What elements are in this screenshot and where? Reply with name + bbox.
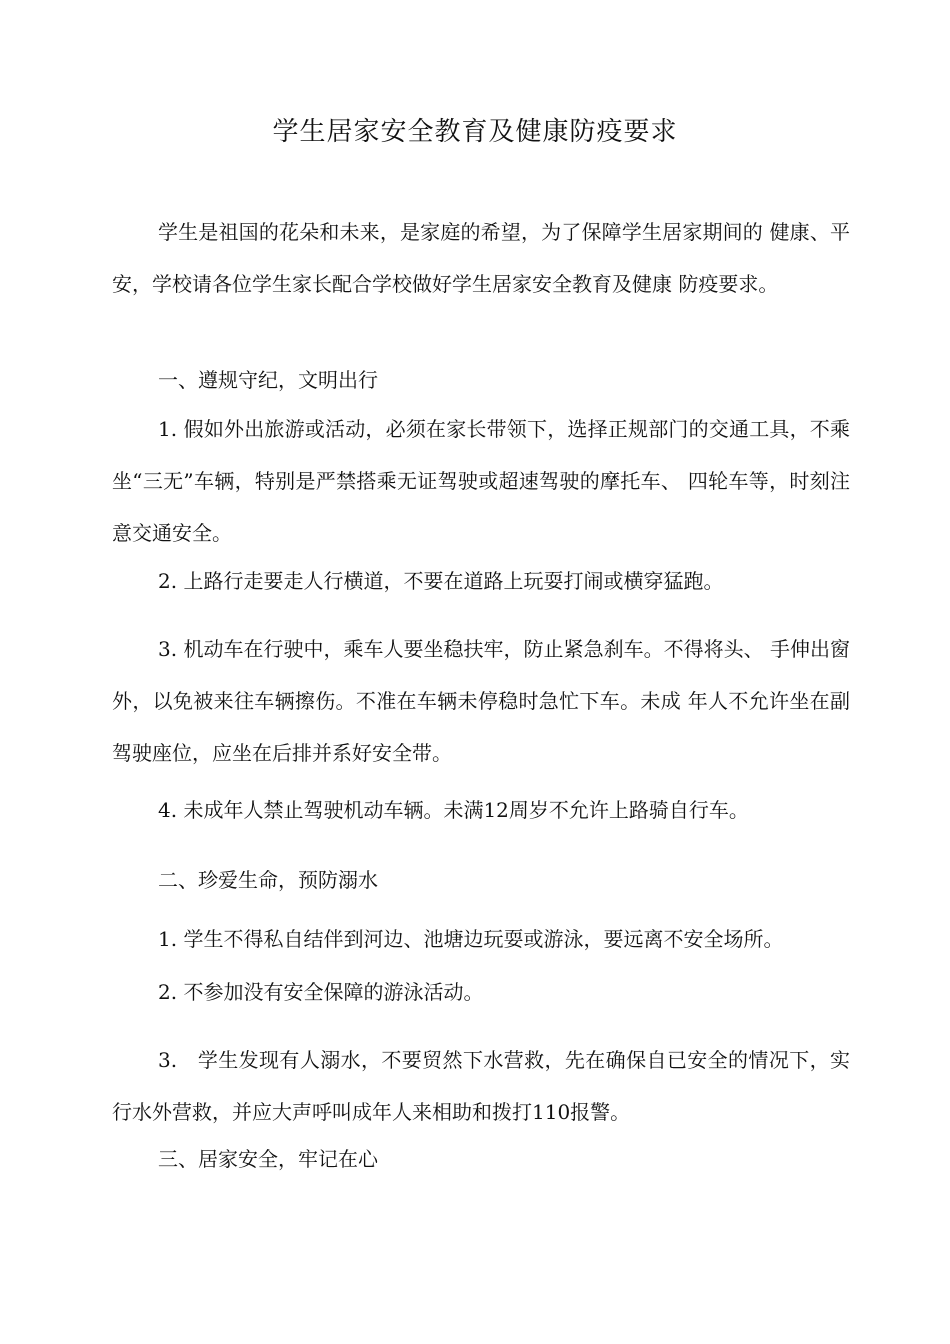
section-1-item-1: 1. 假如外出旅游或活动，必须在家长带领下，选择正规部门的交通工具，不乘坐“三无”车辆，特别是严禁搭乘无证驾驶或超速驾驶的摩托车、 四轮车等，时刻注意交通安全。: [112, 417, 850, 545]
section-1-item-3: 3. 机动车在行驶中，乘车人要坐稳扶牢，防止紧急刹车。不得将头、 手伸出窗外，以免被来往车辆擦伤。不准在车辆未停稳时急忙下车。未成 年人不允许坐在副驾驶座位，应坐在后排并系好安全带。: [112, 637, 850, 765]
intro-paragraph: 学生是祖国的花朵和未来，是家庭的希望，为了保障学生居家期间的 健康、平安，学校请各位学生家长配合学校做好学生居家安全教育及健康 防疫要求。: [112, 220, 850, 296]
section-heading-2: 二、珍爱生命，预防溺水: [158, 868, 378, 892]
section-2-item-1: 1. 学生不得私自结伴到河边、池塘边玩耍或游泳，要远离不安全场所。: [158, 927, 784, 951]
section-2-item-3: 3. 学生发现有人溺水，不要贸然下水营救，先在确保自已安全的情况下，实行水外营救，并应大声呼叫成年人来相助和拨打110报警。: [112, 1048, 850, 1124]
section-1-item-2: 2. 上路行走要走人行横道，不要在道路上玩耍打闹或横穿猛跑。: [158, 569, 724, 593]
section-1-item-4: 4. 未成年人禁止驾驶机动车辆。未满12周岁不允许上路骑自行车。: [158, 798, 749, 822]
document-title: 学生居家安全教育及健康防疫要求: [272, 117, 678, 147]
section-2-item-2: 2. 不参加没有安全保障的游泳活动。: [158, 980, 484, 1004]
section-heading-1: 一、遵规守纪，文明出行: [158, 368, 378, 392]
section-heading-3: 三、居家安全，牢记在心: [158, 1147, 378, 1171]
